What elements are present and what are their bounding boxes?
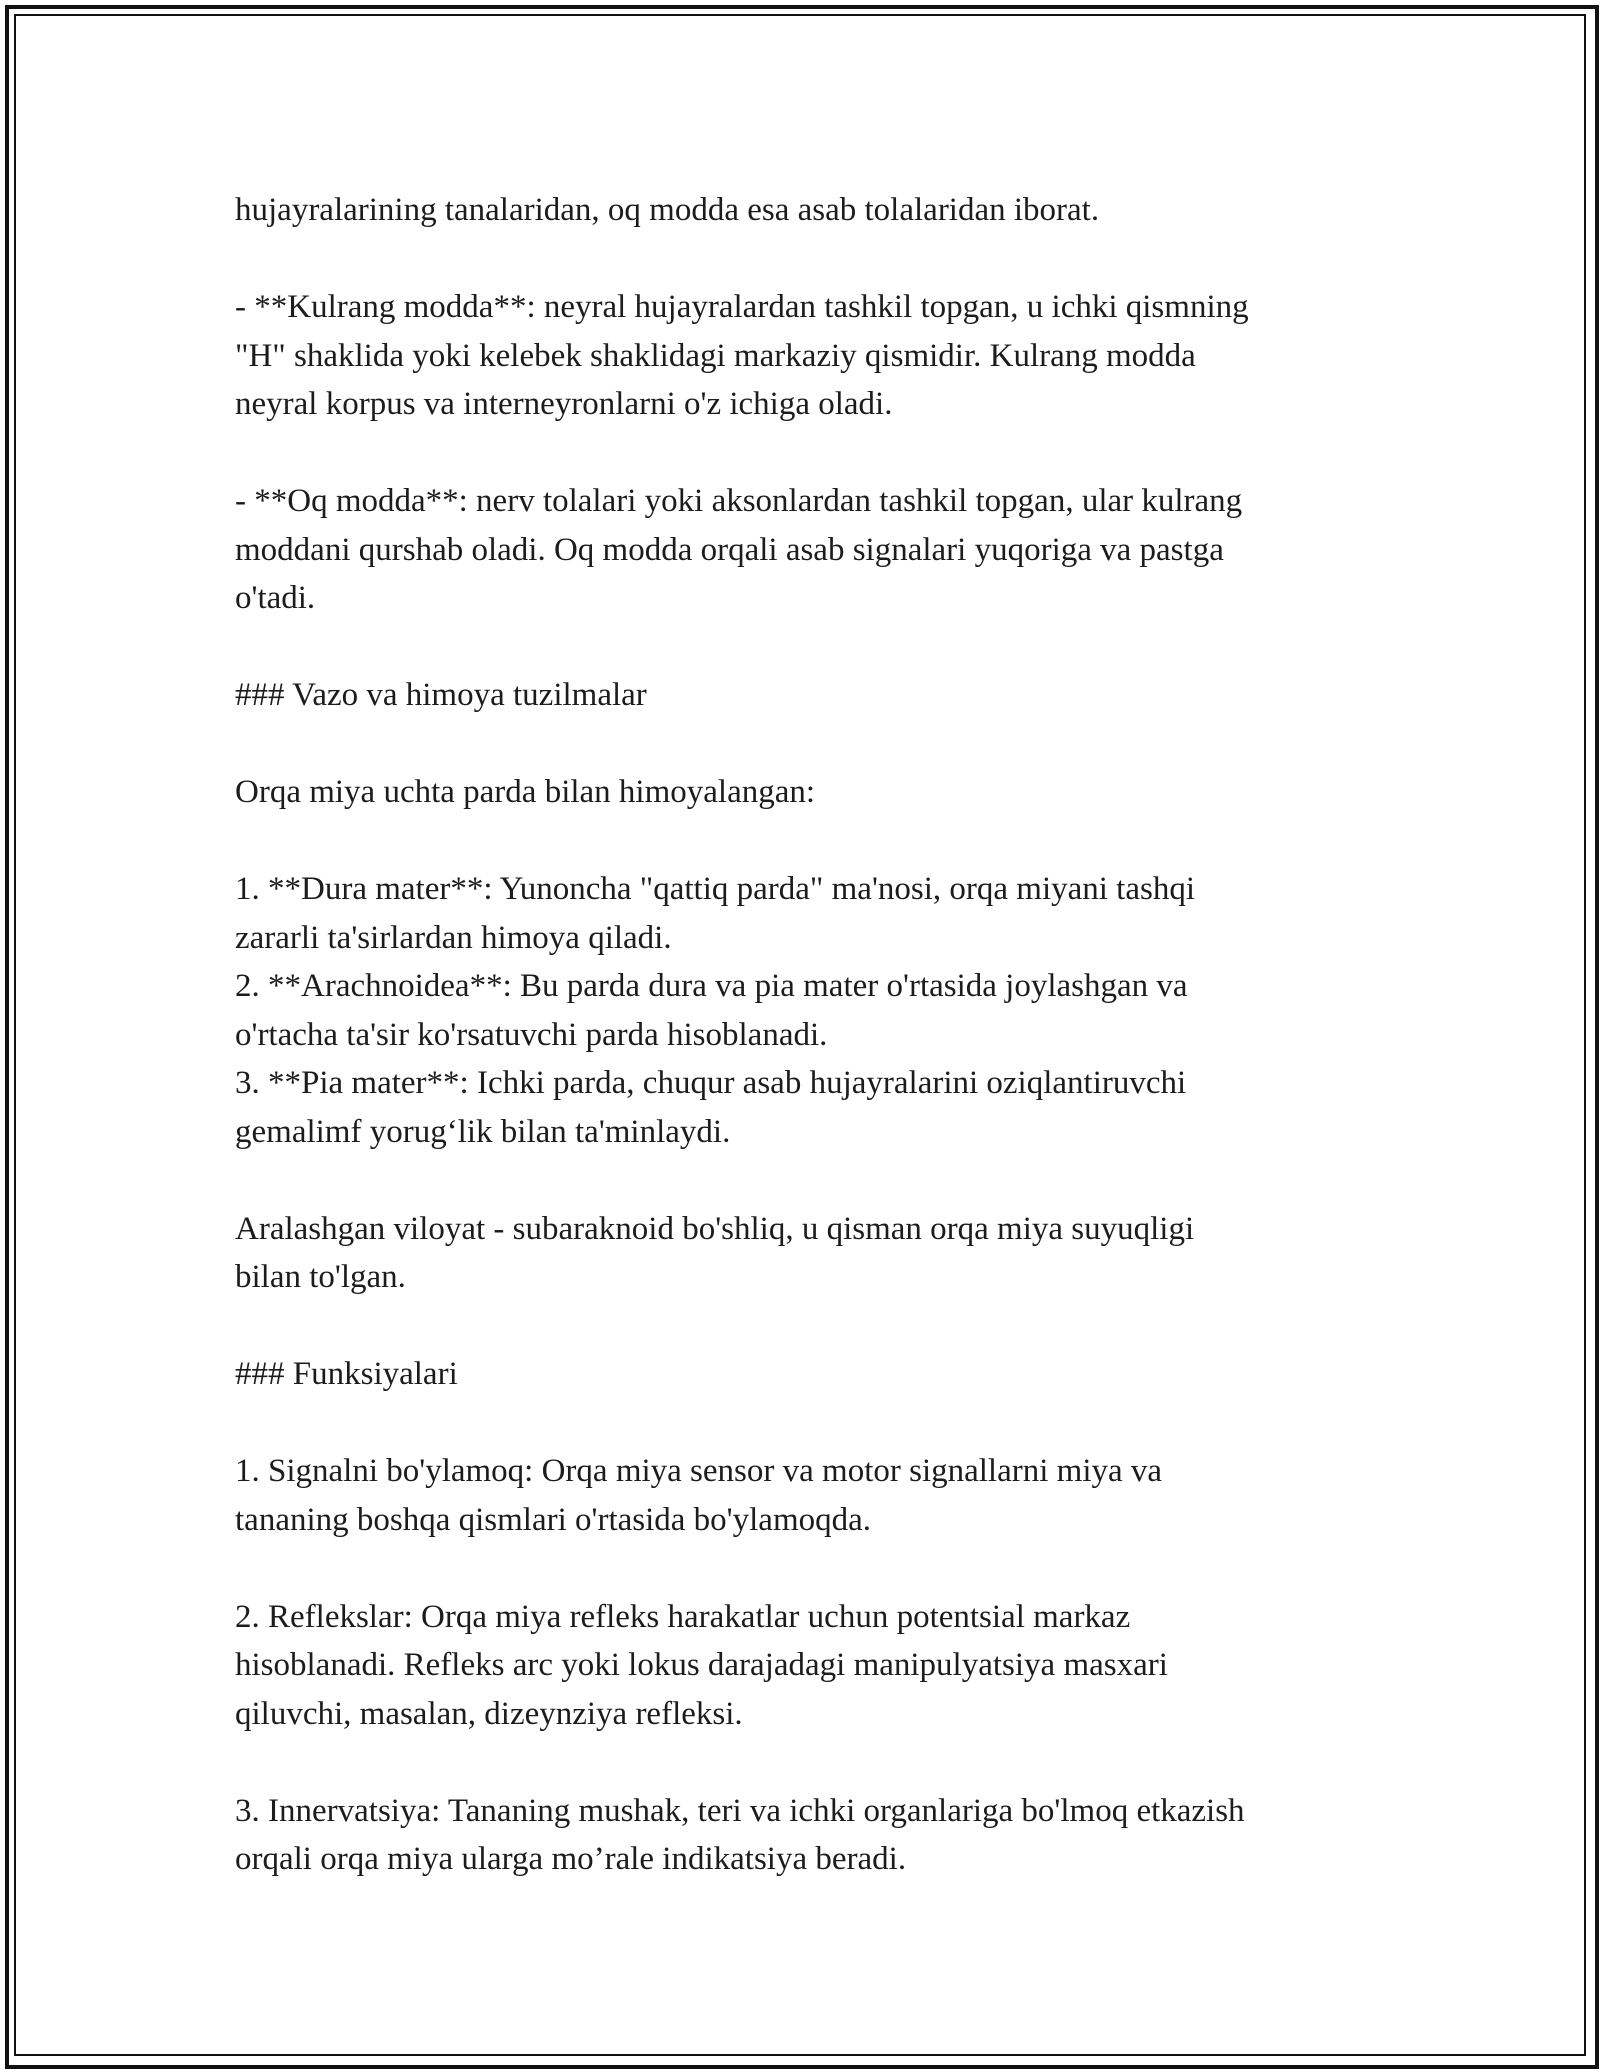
text-line: "H" shaklida yoki kelebek shaklidagi markaziy qismidir. Kulrang modda: [235, 337, 1196, 374]
text-line: gemalimf yorug‘lik bilan ta'minlaydi.: [235, 1113, 731, 1150]
text-line: Orqa miya uchta parda bilan himoyalangan:: [235, 774, 816, 810]
paragraph-subaraknoid: [235, 1205, 1375, 1302]
section-heading-vazo: [235, 671, 1375, 720]
text-line: hujayralarining tanalaridan, oq modda esa asab tolalaridan iborat.: [235, 192, 1100, 228]
text-line: o'rtacha ta'sir ko'rsatuvchi parda hisoblanadi.: [235, 1016, 828, 1053]
text-line: Aralashgan viloyat - subaraknoid bo'shliq, u qisman orqa miya suyuqligi: [235, 1210, 1195, 1247]
text-line: 1. **Dura mater**: Yunoncha "qattiq parda" ma'nosi, orqa miyani tashqi: [235, 871, 1196, 907]
text-line: 1. Signalni bo'ylamoq: Orqa miya sensor va motor signallarni miya va: [235, 1453, 1163, 1489]
document-body: [235, 186, 1375, 1884]
heading-text: ### Vazo va himoya tuzilmalar: [235, 677, 647, 713]
text-line: moddani qurshab oladi. Oq modda orqali asab signalari yuqoriga va pastga: [235, 531, 1224, 568]
text-line: qiluvchi, masalan, dizeynziya refleksi.: [235, 1695, 743, 1732]
heading-text: ### Funksiyalari: [235, 1356, 458, 1392]
text-line: 3. Innervatsiya: Tananing mushak, teri va ichki organlariga bo'lmoq etkazish: [235, 1792, 1245, 1829]
text-line: o'tadi.: [235, 580, 316, 616]
text-line: zararli ta'sirlardan himoya qiladi.: [235, 919, 672, 956]
paragraph-intro: [235, 186, 1375, 235]
text-line: neyral korpus va interneyronlarni o'z ichiga oladi.: [235, 386, 893, 422]
text-line: 3. **Pia mater**: Ichki parda, chuqur asab hujayralarini oziqlantiruvchi: [235, 1065, 1187, 1101]
paragraph-parda: [235, 768, 1375, 817]
text-line: orqali orqa miya ularga mo’rale indikatsiya beradi.: [235, 1841, 907, 1877]
numbered-list-pardalar: [235, 865, 1375, 1156]
text-line: hisoblanadi. Refleks arc yoki lokus darajadagi manipulyatsiya masxari: [235, 1647, 1168, 1683]
text-line: 2. **Arachnoidea**: Bu parda dura va pia mater o'rtasida joylashgan va: [235, 968, 1188, 1004]
list-item-oq-modda: [235, 477, 1375, 623]
function-item-signal: [235, 1447, 1375, 1544]
text-line: - **Kulrang modda**: neyral hujayralardan tashkil topgan, u ichki qismning: [235, 289, 1249, 325]
text-line: tananing boshqa qismlari o'rtasida bo'ylamoqda.: [235, 1501, 872, 1538]
section-heading-funksiyalari: [235, 1350, 1375, 1399]
text-line: - **Oq modda**: nerv tolalari yoki aksonlardan tashkil topgan, ular kulrang: [235, 483, 1243, 519]
function-item-reflekslar: [235, 1593, 1375, 1739]
text-line: bilan to'lgan.: [235, 1259, 406, 1295]
function-item-innervatsiya: [235, 1787, 1375, 1884]
list-item-kulrang-modda: [235, 283, 1375, 429]
text-line: 2. Reflekslar: Orqa miya refleks harakatlar uchun potentsial markaz: [235, 1598, 1131, 1635]
